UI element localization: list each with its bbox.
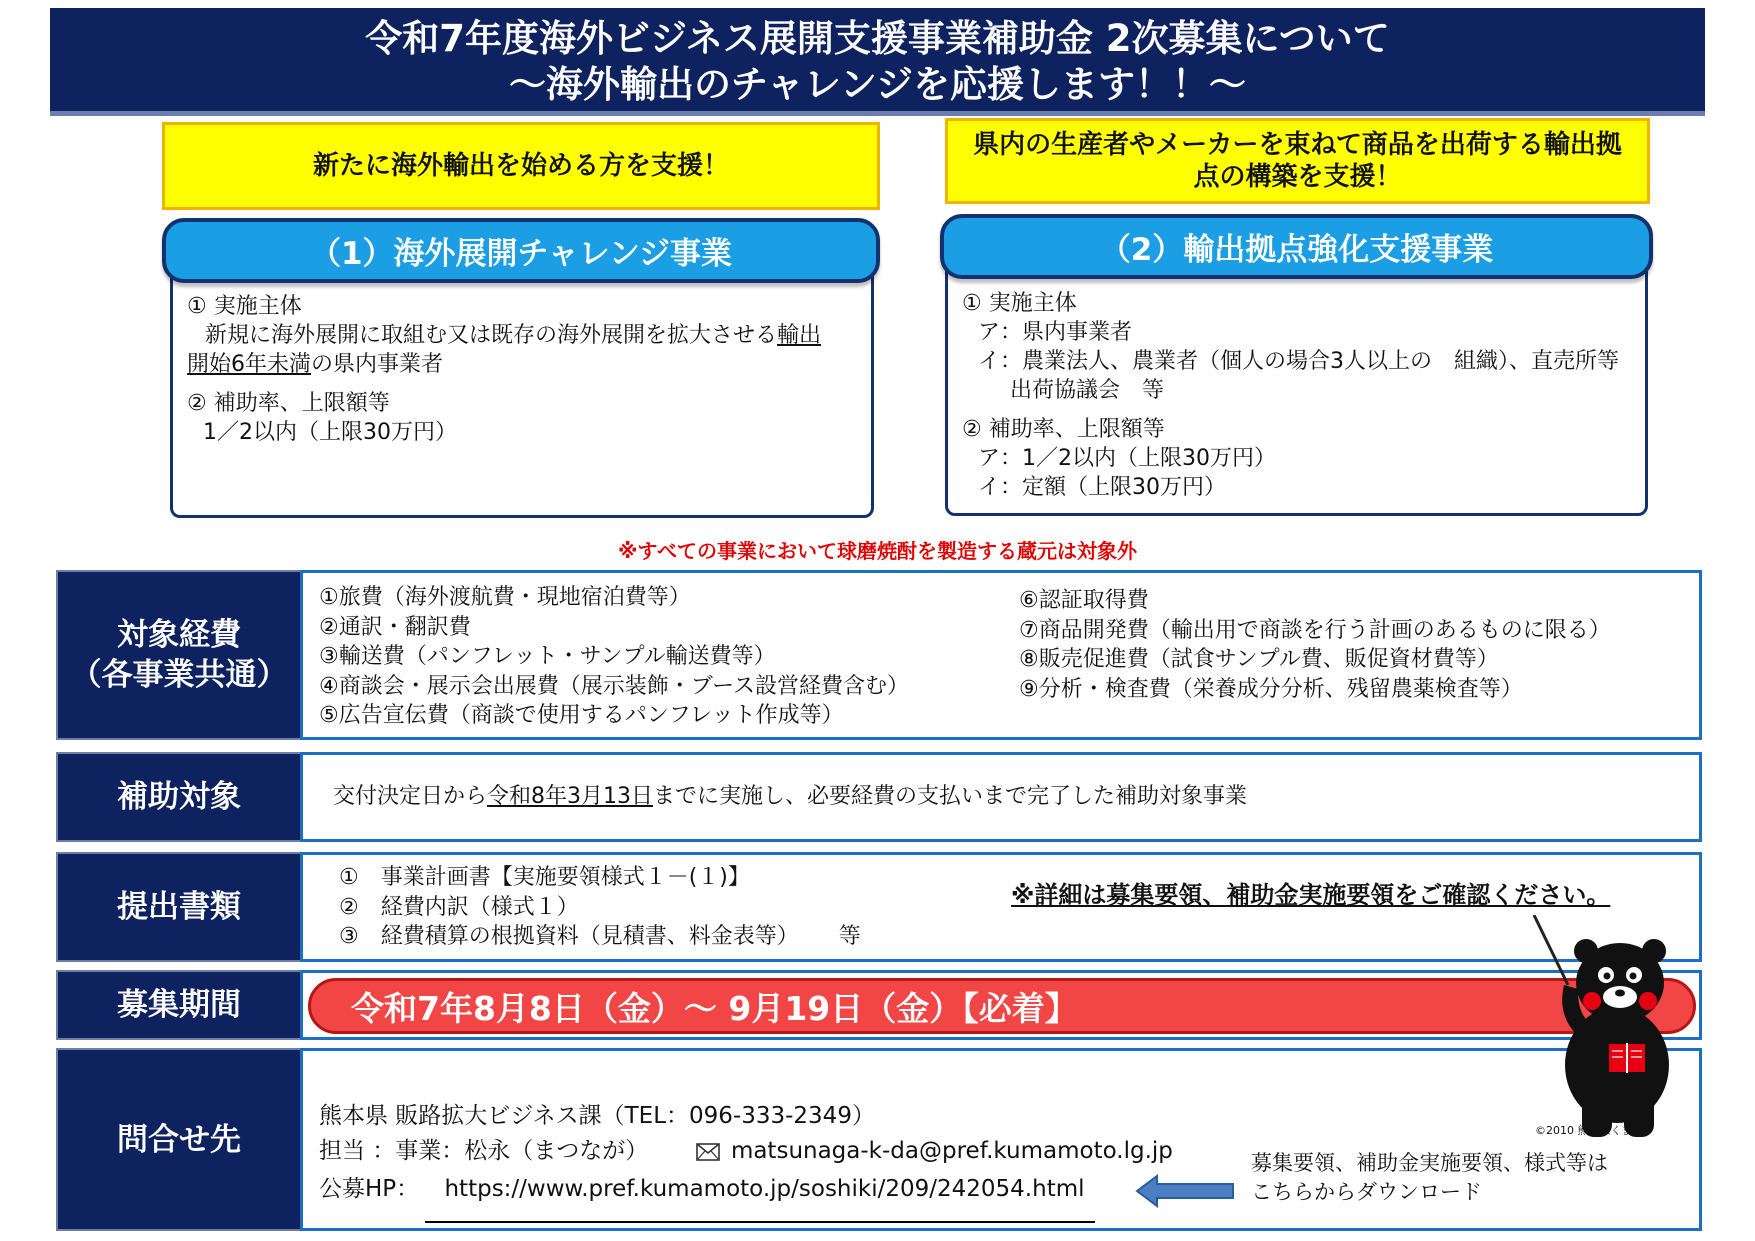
list-item: ⑦商品開発費（輸出用で商談を行う計画のあるものに限る） [1019, 617, 1611, 643]
contact-person-row [319, 1134, 1173, 1172]
program2-details [945, 262, 1648, 516]
exclusion-notice: ※すべての事業において球磨焼酎を製造する蔵元は対象外 [617, 539, 1138, 563]
program2-rate-b: イ：定額（上限30万円） [978, 475, 1226, 500]
program1-entity-heading: ① 実施主体 [187, 294, 302, 319]
program1-rate-heading: ② 補助率、上限額等 [187, 391, 390, 416]
banner-new-exporters: 新たに海外輸出を始める方を支援！ [162, 122, 880, 210]
eligible-costs-column-2 [1019, 586, 1611, 704]
contact-hp-label: 公募HP： [319, 1176, 420, 1202]
list-item: ③輸送費（パンフレット・サンプル輸送費等） [319, 644, 776, 669]
eligible-projects-text: 交付決定日から 令和8年3月13日 までに実施し、必要経費の支払いまで完了した補助対象事業 [300, 752, 1702, 842]
url-underline [425, 1189, 1095, 1223]
program1-rate-text: 1／2以内（上限30万円） [203, 420, 457, 445]
mail-icon [696, 1137, 720, 1172]
list-item: ①旅費（海外渡航費・現地宿泊費等） [319, 585, 691, 610]
program2-rate-a: ア：1／2以内（上限30万円） [978, 446, 1276, 471]
application-period-label: 募集期間 [56, 970, 302, 1040]
list-item: ⑤広告宣伝費（商談で使用するパンフレット作成等） [319, 703, 844, 728]
documents-label: 提出書類 [56, 852, 302, 962]
application-period-box [300, 970, 1702, 1040]
contact-url-link[interactable]: https://www.pref.kumamoto.jp/soshiki/209/242054.html [444, 1176, 1085, 1202]
contact-box [300, 1048, 1702, 1231]
contact-email-link[interactable]: matsunaga-k-da@pref.kumamoto.lg.jp [730, 1138, 1173, 1164]
list-item: ⑧販売促進費（試食サンプル費、販促資材費等） [1019, 647, 1499, 672]
header-title: 令和7年度海外ビジネス展開支援事業補助金 2次募集について [365, 17, 1390, 60]
header-subtitle: ～海外輸出のチャレンジを応援します！！～ [508, 63, 1247, 106]
program2-entity-a: ア：県内事業者 [978, 320, 1133, 345]
program1-details [170, 265, 874, 518]
application-period-pill: 令和7年8月8日（金）～ 9月19日（金）【必着】 [308, 978, 1696, 1034]
program2-entity-b2: 出荷協議会 等 [1010, 378, 1165, 403]
program1-entity-text: 新規に海外展開に取組む又は既存の海外展開を拡大させる輸出 [205, 323, 822, 348]
program2-entity-heading: ① 実施主体 [962, 291, 1077, 316]
mascot-copyright: ©2010 熊本県くまモン [1535, 1124, 1655, 1137]
program2-rate-heading: ② 補助率、上限額等 [962, 417, 1165, 442]
contact-dept: 熊本県 販路拡大ビジネス課（TEL：096-333-2349） [319, 1103, 875, 1129]
arrow-left-icon [1135, 1173, 1235, 1209]
eligible-costs-list [300, 570, 1702, 740]
program1-title: （1）海外展開チャレンジ事業 [162, 218, 880, 283]
list-item: ⑨分析・検査費（栄養成分分析、残留農薬検査等） [1019, 676, 1523, 702]
eligible-costs-column-1 [319, 583, 909, 731]
contact-label: 問合せ先 [56, 1048, 302, 1231]
documents-note: ※詳細は募集要領、補助金実施要領をご確認ください。 [1011, 881, 1611, 909]
page-header [50, 8, 1705, 116]
program2-entity-b: イ：農業法人、農業者（個人の場合3人以上の 組織）、直売所等 [978, 349, 1619, 374]
list-item: ② 経費内訳（様式１） [339, 894, 579, 920]
program1-entity-text-cont: 開始6年未満の県内事業者 [187, 352, 444, 377]
mascot-illustration [1522, 915, 1692, 1140]
eligible-projects-label: 補助対象 [56, 752, 302, 842]
banner-export-hubs: 県内の生産者やメーカーを束ねて商品を出荷する輸出拠 点の構築を支援！ [945, 118, 1650, 204]
list-item: ③ 経費積算の根拠資料（見積書、料金表等） 等 [339, 924, 861, 949]
list-item: ②通訳・翻訳費 [319, 614, 471, 640]
program2-title: （2）輸出拠点強化支援事業 [940, 214, 1653, 279]
list-item: ⑥認証取得費 [1019, 588, 1149, 613]
deadline-date: 令和8年3月13日 [487, 784, 654, 810]
eligible-costs-label: 対象経費 （各事業共通） [56, 570, 302, 740]
download-note: 募集要領、補助金実施要領、様式等は こちらからダウンロード [1251, 1151, 1608, 1204]
list-item: ④商談会・展示会出展費（展示装飾・ブース設営経費含む） [319, 673, 909, 699]
contact-person: 担当 ：事業：松永（まつなが） [319, 1138, 649, 1164]
documents-list [300, 852, 1702, 962]
list-item: ① 事業計画書【実施要領様式１－(１)】 [339, 865, 750, 890]
